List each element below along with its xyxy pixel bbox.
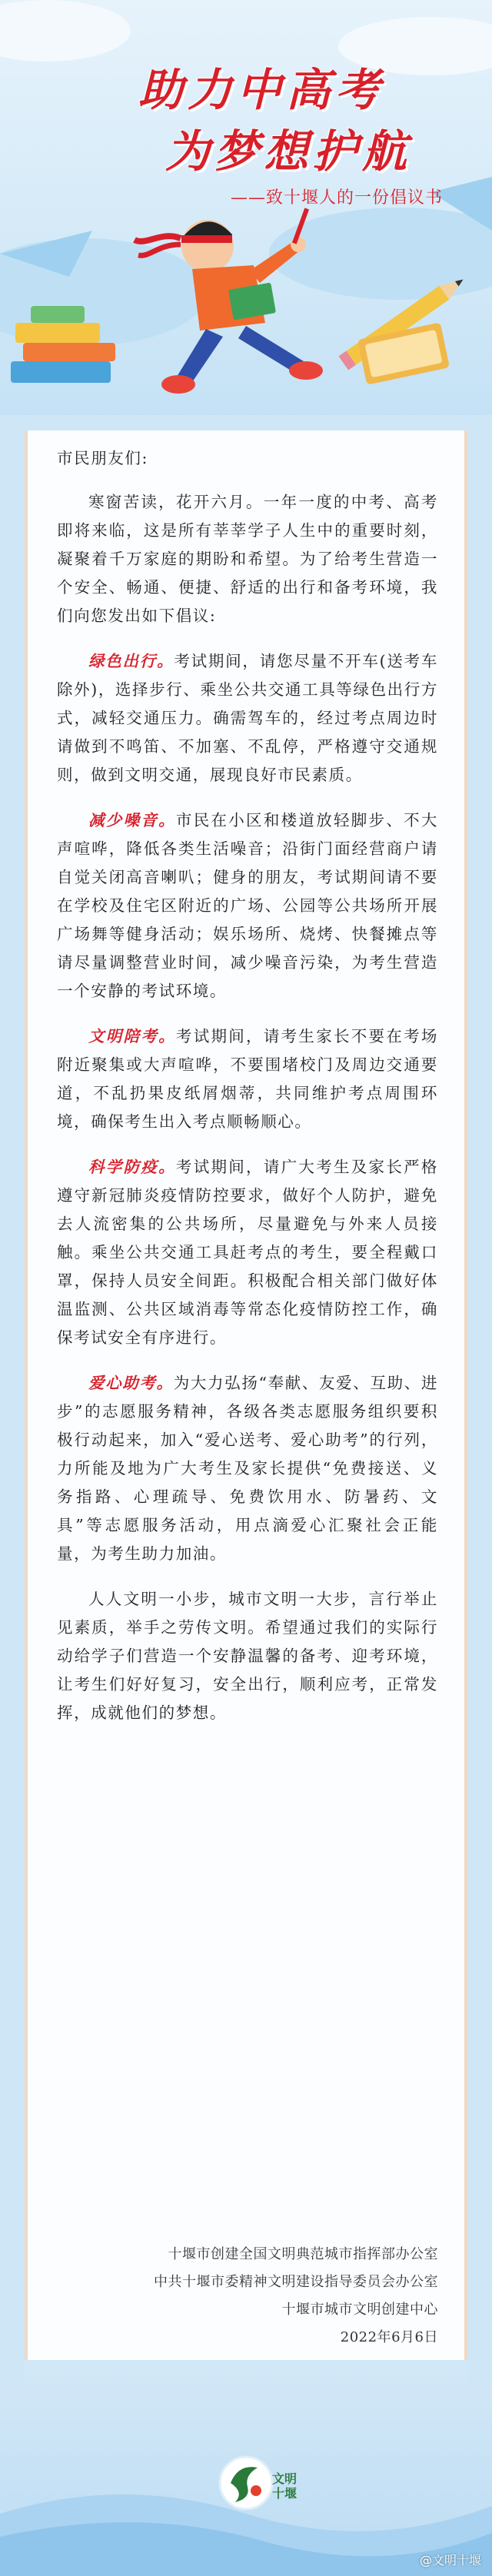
logo-label-line2: 十堰 — [272, 2486, 298, 2501]
initiative-heading: 科学防疫。 — [88, 1158, 176, 1176]
logo-label-line1: 文明 — [272, 2471, 298, 2486]
signature-block — [154, 2241, 438, 2352]
hero-title-line2: 为梦想护航 — [165, 125, 411, 178]
initiative-green-travel — [57, 647, 438, 789]
footer-banner — [0, 2360, 492, 2576]
signature-org: 十堰市城市文明创建中心 — [281, 2302, 438, 2318]
footer-wave-graphic — [0, 2360, 492, 2576]
initiative-heading: 文明陪考。 — [88, 1027, 176, 1045]
initiative-epidemic-prevention — [57, 1153, 438, 1352]
initiative-text: 考试期间，请考生家长不要在考场附近聚集或大声喧哗，不要围堵校门及周边交通要道，不乱扔果皮纸屑烟蒂，共同维护考点周围环境，确保考生出入考点顺畅顺心。 — [57, 1027, 438, 1131]
civilization-logo — [220, 2457, 272, 2509]
initiative-text: 为大力弘扬“奉献、友爱、互助、进步”的志愿服务精神，各级各类志愿服务组织要积极行动起来，加入“爱心送考、爱心助考”的行列，力所能及地为广大考生及家长提供“免费接送、义务指路、心理疏导、免费饮用水、防暑药、文具”等志愿服务活动，用点滴爱心汇聚社会正能量，为考生助力加油。 — [57, 1374, 438, 1563]
initiative-text: 考试期间，请您尽量不开车(送考车除外)，选择步行、乘坐公共交通工具等绿色出行方式，减轻交通压力。确需驾车的，经过考点周边时请做到不鸣笛、不加塞、不乱停，严格遵守交通规则，做到文明交通，展现良好市民素质。 — [57, 652, 438, 784]
weibo-watermark: @文明十堰 — [419, 2553, 481, 2568]
letter-card — [25, 430, 467, 2383]
hero-subtitle: ——致十堰人的一份倡议书 — [231, 188, 444, 208]
initiative-heading: 爱心助考。 — [88, 1374, 174, 1392]
closing-paragraph: 人人文明一小步，城市文明一大步，言行举止见素质，举手之劳传文明。希望通过我们的实际行动给学子们营造一个安静温馨的备考、迎考环境，让考生们好好复习，安全出行，顺利应考，正常发挥，成就他们的梦想。 — [57, 1590, 438, 1722]
initiative-text: 考试期间，请广大考生及家长严格遵守新冠肺炎疫情防控要求，做好个人防护，避免去人流密集的公共场所，尽量避免与外来人员接触。乘坐公共交通工具赶考点的考生，要全程戴口罩，保持人员安全间距。积极配合相关部门做好体温监测、公共区域消毒等常态化疫情防控工作，确保考试安全有序进行。 — [57, 1158, 438, 1347]
logo-label — [272, 2471, 297, 2501]
signature-date: 2022年6月6日 — [340, 2329, 438, 2345]
initiative-reduce-noise — [57, 806, 438, 1005]
hero-banner — [0, 0, 492, 430]
hero-title-line1: 助力中高考 — [138, 64, 384, 116]
salutation: 市民朋友们: — [57, 449, 149, 467]
initiative-heading: 减少噪音。 — [88, 811, 176, 829]
signature-org: 十堰市创建全国文明典范城市指挥部办公室 — [168, 2246, 438, 2262]
initiative-civilized-accompany — [57, 1022, 438, 1136]
initiative-text: 市民在小区和楼道放轻脚步、不大声喧哗，降低各类生活噪音；沿街门面经营商户请自觉关闭高音喇叭；健身的朋友，考试期间请不要在学校及住宅区附近的广场、公园等公共场所开展广场舞等健身活动；娱乐场所、烧烤、快餐摊点等请尽量调整营业时间，减少噪音污染，为考生营造一个安静的考试环境。 — [57, 811, 438, 1000]
intro-paragraph: 寒窗苦读，花开六月。一年一度的中考、高考即将来临，这是所有莘莘学子人生中的重要时刻，凝聚着千万家庭的期盼和希望。为了给考生营造一个安全、畅通、便捷、舒适的出行和备考环境，我们向您发出如下倡议: — [57, 493, 438, 625]
signature-org: 中共十堰市委精神文明建设指导委员会办公室 — [154, 2274, 438, 2290]
initiative-volunteer-support — [57, 1369, 438, 1568]
initiative-heading: 绿色出行。 — [88, 652, 175, 670]
